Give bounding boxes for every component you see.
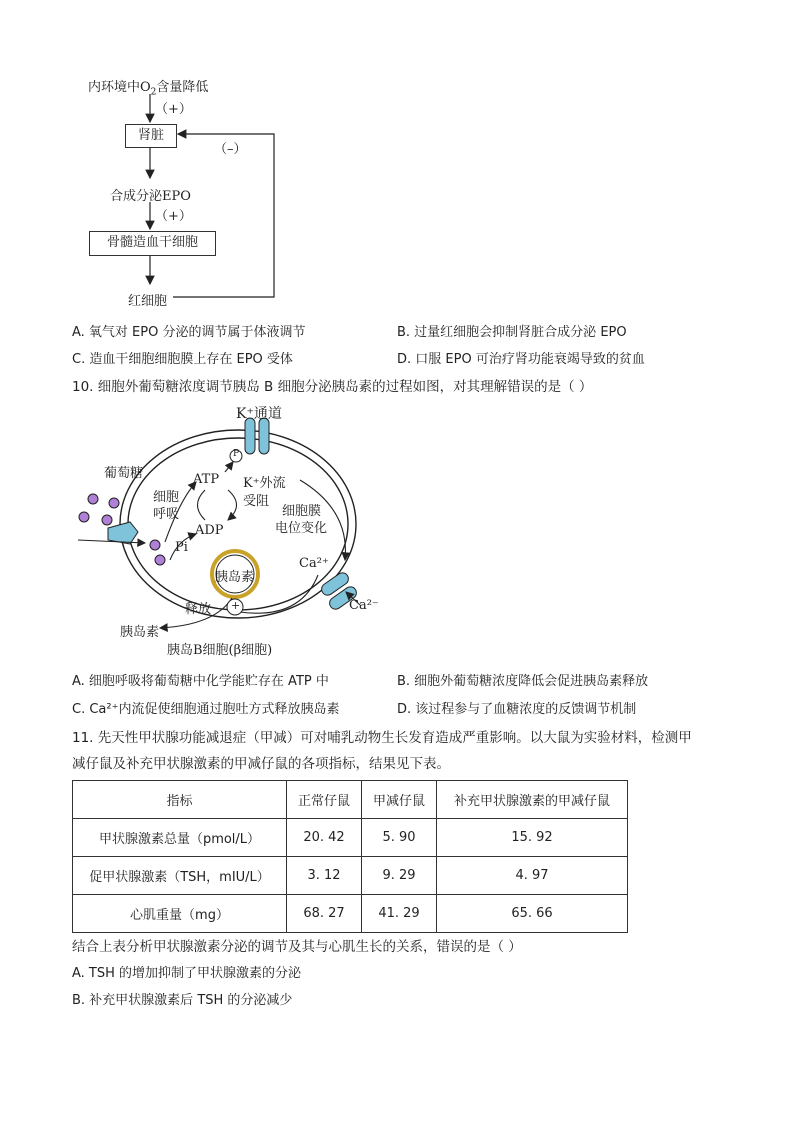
table-header-cell: 指标 [73,781,287,819]
glucose-label: 葡萄糖 [104,466,144,481]
atp-label: ATP [193,472,220,487]
membrane-label-2: 电位变化 [275,521,328,536]
ca-inside-label: Ca²⁺ [299,556,329,571]
flow-top-label: 内环境中$O_2$含量降低 [88,80,209,98]
ca-outside-label: Ca²⁻ [349,598,379,613]
q9-option-d: D. 口服 EPO 可治疗肾功能衰竭导致的贫血 [397,352,645,367]
q11-stem-line-2: 减仔鼠及补充甲状腺激素的甲减仔鼠的各项指标，结果见下表。 [72,756,450,772]
phosphate-label: P [233,449,240,459]
flow-minus: （–） [214,142,247,157]
k-channel-label: K⁺通道 [236,406,282,422]
release-label: 释放 [185,602,212,617]
table-cell: 9. 29 [362,857,437,895]
q11-option-b: B. 补充甲状腺激素后 TSH 的分泌减少 [72,993,293,1008]
table-cell: 甲状腺激素总量（pmol/L） [73,819,287,857]
flow-plus-2: （+） [155,209,192,224]
table-row [73,895,628,933]
q11-stem-line-1: 11. 先天性甲状腺功能减退症（甲减）可对哺乳动物生长发育造成严重影响。以大鼠为实验材料，检测甲 [72,730,692,746]
membrane-label-1: 细胞膜 [282,504,322,519]
pi-label: Pi [175,540,188,555]
insulin-granule-label: 胰岛素 [215,570,255,585]
q10-option-b: B. 细胞外葡萄糖浓度降低会促进胰岛素释放 [397,674,649,689]
q11-data-table [72,780,628,933]
q11-option-a: A. TSH 的增加抑制了甲状腺激素的分泌 [72,966,302,981]
table-cell: 促甲状腺激素（TSH，mIU/L） [73,857,287,895]
release-plus-label: + [231,599,241,612]
table-cell: 68. 27 [287,895,362,933]
table-cell: 心肌重量（mg） [73,895,287,933]
flow-epo: 合成分泌EPO [110,189,191,204]
respiration-label-1: 细胞 [153,490,180,505]
q10-option-d: D. 该过程参与了血糖浓度的反馈调节机制 [397,702,637,717]
kidney-box: 肾脏 [125,124,177,148]
table-cell: 41. 29 [362,895,437,933]
k-outflow-label: K⁺外流 [243,476,286,491]
blocked-label: 受阻 [243,494,270,509]
table-header-row [73,781,628,819]
q9-option-c: C. 造血干细胞细胞膜上存在 EPO 受体 [72,352,293,367]
table-cell: 3. 12 [287,857,362,895]
flow-arrows [0,0,794,320]
table-cell: 5. 90 [362,819,437,857]
table-cell: 20. 42 [287,819,362,857]
insulin-out-label: 胰岛素 [120,625,160,640]
table-cell: 65. 66 [437,895,628,933]
table-header-cell: 甲减仔鼠 [362,781,437,819]
flow-rbc: 红细胞 [128,294,168,309]
q10-option-a: A. 细胞呼吸将葡萄糖中化学能贮存在 ATP 中 [72,674,329,689]
table-row [73,819,628,857]
q10-stem: 10. 细胞外葡萄糖浓度调节胰岛 B 细胞分泌胰岛素的过程如图，对其理解错误的是（ ） [72,379,593,395]
table-header-cell: 补充甲状腺激素的甲减仔鼠 [437,781,628,819]
beta-cell-caption: 胰岛B细胞(β细胞) [167,643,273,658]
q9-option-a: A. 氧气对 EPO 分泌的调节属于体液调节 [72,325,306,340]
marrow-box: 骨髓造血干细胞 [89,231,216,256]
table-cell: 15. 92 [437,819,628,857]
table-cell: 4. 97 [437,857,628,895]
table-header-cell: 正常仔鼠 [287,781,362,819]
respiration-label-2: 呼吸 [153,507,180,522]
q10-option-c: C. Ca²⁺内流促使细胞通过胞吐方式释放胰岛素 [72,702,340,717]
q11-question: 结合上表分析甲状腺激素分泌的调节及其与心肌生长的关系，错误的是（ ） [72,939,522,955]
adp-label: ADP [195,523,224,538]
q9-option-b: B. 过量红细胞会抑制肾脏合成分泌 EPO [397,325,627,340]
table-row [73,857,628,895]
flow-plus-1: （+） [155,102,192,117]
